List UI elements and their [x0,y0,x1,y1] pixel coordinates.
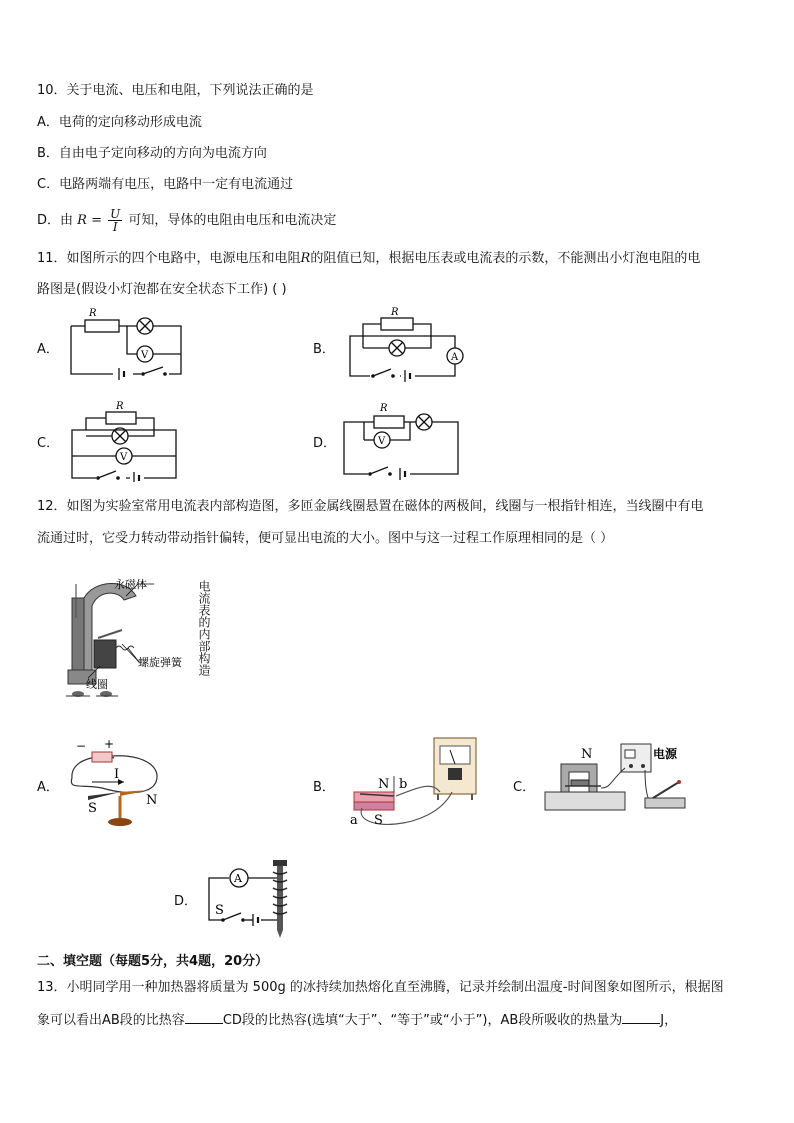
q10-stem: 10．关于电流、电压和电阻，下列说法正确的是 [37,83,314,98]
q12-label-c: C． [513,780,536,795]
q12-b-a-label: a [350,813,358,828]
q13-stem-line2 [37,1011,677,1030]
q10-d-fraction [108,208,122,233]
q11-line1-b: 的阻值已知，根据电压表或电流表的示数，不能测出小灯泡电阻的电 [310,251,701,266]
q12-label-b: B． [313,780,335,795]
q11-circuit-c [68,400,184,482]
q10-d-numerator: U [110,207,121,221]
q10-option-b: B．自由电子定向移动的方向为电流方向 [37,146,267,161]
q12-a-south: S [88,801,97,816]
q12-magnet-label: 永磁体 [114,578,147,591]
q11-label-b: B． [313,342,335,357]
q12-stem-line2: 流通过时，它受力转动带动指针偏转，便可显出电流的大小。图中与这一过程工作原理相同的是（ ） [37,531,614,546]
q12-option-b-figure [342,736,482,828]
q12-coil-label: 线圈 [86,678,108,691]
q13-line2-a: 象可以看出AB段的比热容 [37,1013,185,1028]
q11-label-d: D． [313,436,337,451]
q10-option-c: C．电路两端有电压，电路中一定有电流通过 [37,177,294,192]
q11-label-a: A． [37,342,59,357]
q13-blank-2[interactable] [622,1011,660,1024]
q11-c-voltmeter-label: V [120,452,128,463]
q12-ammeter-figure [64,578,194,710]
q10-d-denominator: I [112,220,118,234]
q11-c-resistor-label: R [116,401,124,412]
q12-spring-label: 螺旋弹簧 [138,656,182,669]
q12-option-a-figure [62,738,170,830]
q12-stem-line1: 12．如图为实验室常用电流表内部构造图，多匝金属线圈悬置在磁体的两极间，线圈与一根指针相连，当线圈中有电 [37,499,704,514]
q11-b-resistor-label: R [391,307,399,318]
section-2-title: 二、填空题（每题5分，共4题，20分） [37,954,269,969]
q12-b-north: N [378,777,390,792]
q12-c-north: N [581,747,593,762]
q12-figure-caption: 电流表的内部构造 [197,580,211,676]
q11-d-resistor-label: R [380,403,388,414]
q13-line2-c: J， [660,1013,678,1028]
q11-circuit-a [65,306,187,384]
q12-label-a: A． [37,780,59,795]
q12-c-power-label: 电源 [653,747,678,761]
q12-d-ammeter-label: A [234,872,242,885]
q12-b-b-label: b [399,777,408,792]
q10-d-formula-lhs: R = [77,213,102,228]
q12-a-minus: − [76,739,87,753]
q12-d-switch-label: S [215,903,224,918]
q10-option-d [37,207,336,235]
q11-stem-line2: 路图是(假设小灯泡都在安全状态下工作) ( ) [37,282,287,297]
q11-circuit-b [345,306,470,382]
q11-d-voltmeter-label: V [378,436,386,447]
q12-option-c-figure [541,740,691,822]
q11-b-ammeter-label: A [451,352,459,363]
q11-line1-r: R [300,251,311,266]
q11-a-resistor-label: R [89,308,97,319]
q11-circuit-d [340,400,462,480]
q12-a-plus: + [104,738,115,751]
q11-line1-a: 11．如图所示的四个电路中，电源电压和电阻 [37,251,301,266]
q13-stem-line1: 13．小明同学用一种加热器将质量为 500g 的冰持续加热熔化直至沸腾，记录并绘制出温度-时间图象如图所示，根据图 [37,980,724,995]
q12-label-d: D． [174,894,198,909]
q10-d-prefix: D．由 [37,213,74,228]
q11-label-c: C． [37,436,60,451]
q12-option-d-figure [203,858,299,938]
q10-option-a: A．电荷的定向移动形成电流 [37,115,202,130]
q10-d-suffix: 可知，导体的电阻由电压和电流决定 [128,213,337,228]
q12-a-current: I [114,767,120,782]
q11-stem-line1 [37,250,700,268]
q12-a-north: N [146,793,158,808]
q13-blank-1[interactable] [185,1011,223,1024]
q11-a-voltmeter-label: V [141,350,149,361]
q12-b-south: S [374,813,383,828]
q13-line2-b: CD段的比热容(选填“大于”、“等于”或“小于”)，AB段所吸收的热量为 [222,1013,623,1028]
